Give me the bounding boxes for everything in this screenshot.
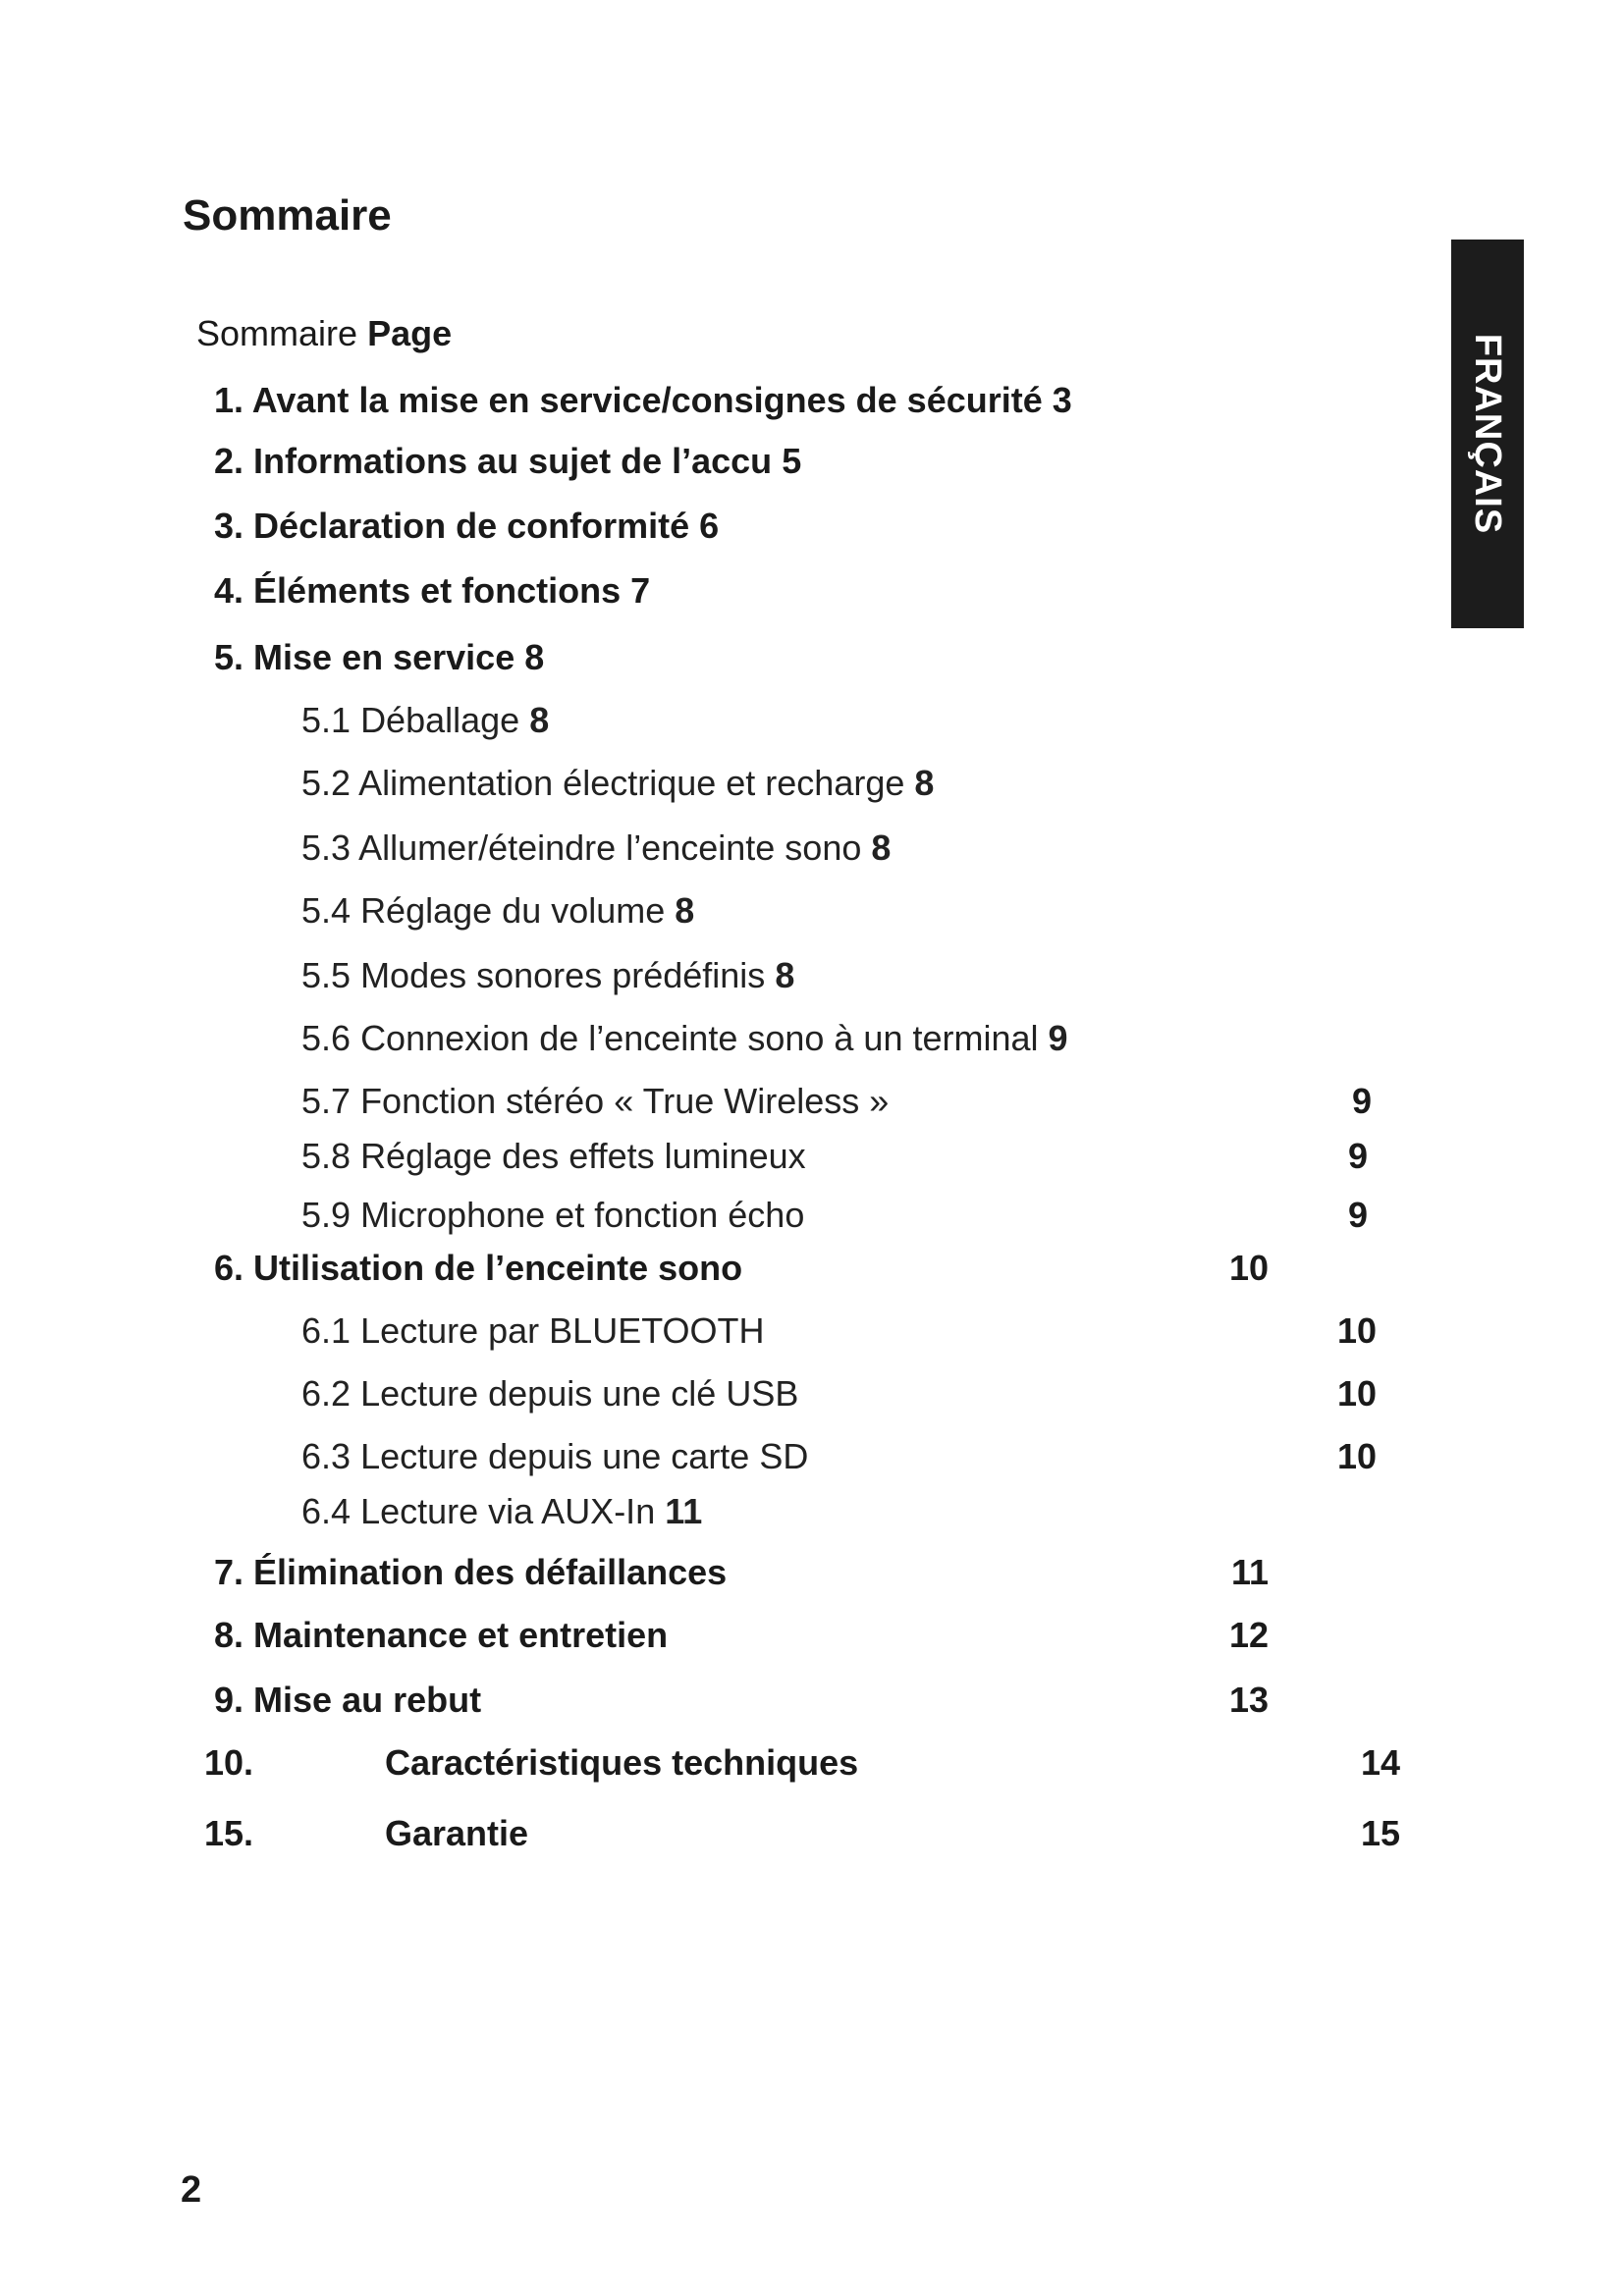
toc-entry-text: Fonction stéréo « True Wireless » (360, 1081, 890, 1121)
toc-entry-4[interactable] (214, 570, 651, 611)
toc-entry-number: 5.8 (301, 1136, 352, 1176)
toc-entry-text: Avant la mise en service/consignes de sécurité (251, 380, 1043, 420)
toc-entry-page: 9 (1048, 1018, 1068, 1058)
toc-entry-page: 5 (782, 441, 802, 481)
toc-entry-5-6[interactable] (301, 1018, 1068, 1058)
toc-entry-number: 5.9 (301, 1195, 352, 1235)
toc-entry-text: Connexion de l’enceinte sono à un terminal (360, 1018, 1039, 1058)
toc-entry-5-4[interactable] (301, 890, 695, 931)
toc-entry-text: Lecture par BLUETOOTH (360, 1310, 765, 1351)
toc-intro (196, 313, 453, 353)
toc-entry-text: Mise au rebut (253, 1680, 482, 1720)
toc-entry-page: 10 (1337, 1310, 1378, 1351)
toc-entry-text: Lecture depuis une carte SD (360, 1436, 809, 1476)
toc-entry-number: 5.6 (301, 1018, 352, 1058)
toc-entry-number: 5.3 (301, 828, 352, 868)
toc-entry-text: Alimentation électrique et recharge (358, 763, 905, 803)
toc-entry-number: 5.1 (301, 700, 352, 740)
language-tab-label: FRANÇAIS (1467, 333, 1508, 535)
toc-entry-text: Élimination des défaillances (253, 1552, 728, 1592)
toc-entry-page: 9 (1348, 1195, 1369, 1235)
toc-entry-5-2[interactable] (301, 763, 935, 803)
toc-entry-text: Déballage (360, 700, 520, 740)
toc-entry-page: 8 (775, 955, 795, 995)
toc-entry-text: Déclaration de conformité (253, 506, 690, 546)
toc-entry-number: 5.4 (301, 890, 352, 931)
toc-entry-6-1[interactable] (301, 1310, 765, 1351)
toc-entry-1[interactable] (214, 380, 1072, 420)
toc-page-label: Page (367, 313, 453, 353)
toc-entry-number: 5. (214, 637, 244, 677)
toc-entry-5-8[interactable] (301, 1136, 806, 1176)
toc-entry-number: 6.3 (301, 1436, 352, 1476)
toc-entry-5-7[interactable] (301, 1081, 890, 1121)
toc-entry-page: 9 (1352, 1081, 1373, 1121)
toc-entry-number: 2. (214, 441, 244, 481)
toc-entry-text: Mise en service (253, 637, 515, 677)
toc-entry-page: 8 (524, 637, 545, 677)
toc-entry-page: 3 (1052, 380, 1072, 420)
toc-entry-number: 5.7 (301, 1081, 352, 1121)
toc-entry-number: 10. (204, 1742, 254, 1783)
toc-entry-6-4[interactable] (301, 1491, 703, 1531)
toc-entry-text: Lecture depuis une clé USB (360, 1373, 799, 1414)
toc-entry-page: 10 (1337, 1373, 1378, 1414)
toc-entry-number: 4. (214, 570, 244, 611)
toc-entry-page: 14 (1361, 1742, 1401, 1783)
toc-entry-number: 5.2 (301, 763, 352, 803)
toc-entry-number: 15. (204, 1813, 254, 1853)
toc-entry-6-3[interactable] (301, 1436, 809, 1476)
toc-entry-5-1[interactable] (301, 700, 550, 740)
toc-entry-8[interactable] (214, 1615, 669, 1655)
toc-entry-page: 15 (1361, 1813, 1401, 1853)
toc-entry-7[interactable] (214, 1552, 728, 1592)
toc-entry-5-9[interactable] (301, 1195, 805, 1235)
toc-intro-label: Sommaire (196, 313, 358, 353)
toc-entry-page: 10 (1337, 1436, 1378, 1476)
toc-entry-number: 5.5 (301, 955, 352, 995)
toc-entry-number: 9. (214, 1680, 244, 1720)
toc-entry-5-5[interactable] (301, 955, 795, 995)
toc-entry-text: Réglage du volume (360, 890, 666, 931)
toc-entry-10[interactable]: Caractéristiques techniques (385, 1742, 859, 1783)
toc-entry-text: Utilisation de l’enceinte sono (253, 1248, 743, 1288)
toc-entry-number: 8. (214, 1615, 244, 1655)
page-title: Sommaire (183, 191, 392, 240)
toc-entry-number: 6.4 (301, 1491, 352, 1531)
toc-entry-number: 6.2 (301, 1373, 352, 1414)
toc-entry-number: 7. (214, 1552, 244, 1592)
toc-entry-page: 11 (665, 1491, 703, 1531)
toc-entry-page: 8 (675, 890, 695, 931)
toc-entry-5-3[interactable] (301, 830, 891, 866)
toc-entry-text: Allumer/éteindre l’enceinte sono (358, 828, 862, 868)
toc-entry-number: 6.1 (301, 1310, 352, 1351)
toc-entry-text: Maintenance et entretien (253, 1615, 669, 1655)
toc-entry-9[interactable] (214, 1682, 481, 1718)
toc-entry-text: Informations au sujet de l’accu (253, 441, 773, 481)
page-number: 2 (181, 2169, 202, 2211)
toc-entry-page: 8 (871, 828, 892, 868)
toc-entry-5[interactable] (214, 637, 545, 677)
toc-entry-15[interactable]: Garantie (385, 1813, 529, 1853)
toc-entry-page: 9 (1348, 1136, 1369, 1176)
toc-entry-text: Modes sonores prédéfinis (360, 955, 766, 995)
toc-entry-text: Microphone et fonction écho (360, 1195, 805, 1235)
toc-entry-page: 11 (1231, 1552, 1270, 1592)
toc-entry-3[interactable] (214, 508, 719, 544)
toc-entry-number: 3. (214, 506, 244, 546)
toc-entry-2[interactable] (214, 441, 802, 481)
toc-entry-text: Éléments et fonctions (253, 570, 622, 611)
toc-entry-page: 13 (1229, 1680, 1270, 1720)
toc-entry-number: 6. (214, 1248, 244, 1288)
toc-entry-page: 7 (630, 570, 651, 611)
toc-entry-6-2[interactable] (301, 1373, 799, 1414)
toc-entry-6[interactable] (214, 1248, 743, 1288)
language-tab (1451, 240, 1524, 628)
toc-entry-page: 6 (699, 506, 720, 546)
toc-entry-page: 8 (914, 763, 935, 803)
toc-entry-text: Réglage des effets lumineux (360, 1136, 806, 1176)
toc-entry-page: 8 (529, 700, 550, 740)
toc-entry-page: 10 (1229, 1248, 1270, 1288)
toc-entry-number: 1. (214, 380, 244, 420)
toc-entry-page: 12 (1229, 1615, 1270, 1655)
toc-entry-text: Lecture via AUX-In (360, 1491, 656, 1531)
